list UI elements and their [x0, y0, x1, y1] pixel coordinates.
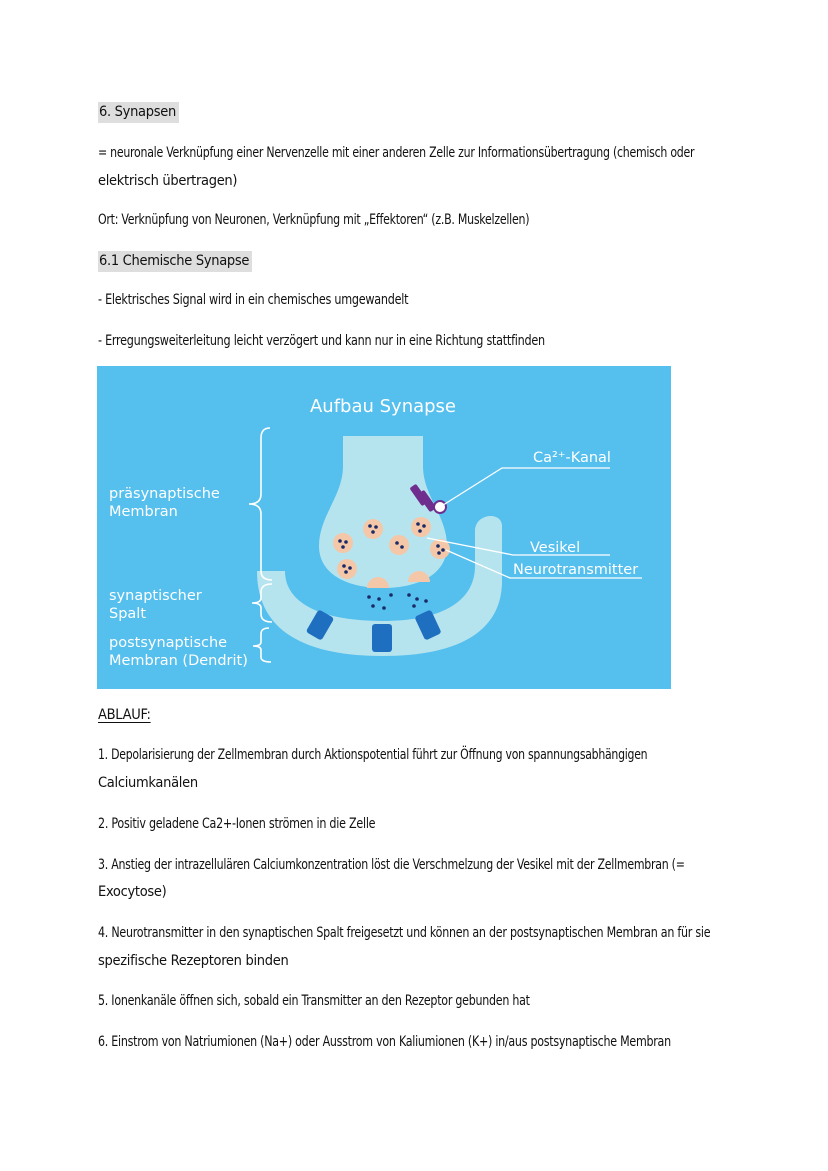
definition-line-1: = neuronale Verknüpfung einer Nervenzelle mit einer anderen Zelle zur Informationsübertragung (chemisch oder	[98, 145, 695, 161]
bullet-item: - Erregungsweiterleitung leicht verzögert und kann nur in eine Richtung stattfinden	[98, 333, 545, 349]
step-2-line-1: 2. Positiv geladene Ca2+-Ionen strömen in die Zelle	[98, 816, 376, 832]
step-6-line-1: 6. Einstrom von Natriumionen (Na+) oder Ausstrom von Kaliumionen (K+) in/aus postsynaptische Membran	[98, 1034, 671, 1050]
label-postsynaptic-2: Membran (Dendrit)	[109, 653, 248, 669]
process-heading	[98, 707, 151, 723]
step-5-line-1: 5. Ionenkanäle öffnen sich, sobald ein Transmitter an den Rezeptor gebunden hat	[98, 993, 530, 1009]
step-4-line-1: 4. Neurotransmitter in den synaptischen Spalt freigesetzt und können an der postsynaptischen Membran an für sie	[98, 925, 711, 941]
label-presynaptic-2: Membran	[109, 504, 178, 520]
label-vesicle: Vesikel	[530, 540, 581, 556]
process-heading-text: ABLAUF:	[98, 707, 151, 723]
subsection-heading	[98, 253, 252, 269]
synapse-diagram	[97, 366, 671, 689]
bullet-item: - Elektrisches Signal wird in ein chemisches umgewandelt	[98, 292, 409, 308]
subsection-heading-text: 6.1 Chemische Synapse	[98, 251, 252, 272]
step-1-line-1: 1. Depolarisierung der Zellmembran durch Aktionspotential führt zur Öffnung von spannungsabhängigen	[98, 747, 648, 763]
step-4-line-2: spezifische Rezeptoren binden	[98, 953, 289, 969]
label-ca-channel: Ca²⁺-Kanal	[533, 450, 611, 466]
step-1-line-2: Calciumkanälen	[98, 775, 198, 791]
section-heading	[98, 104, 179, 120]
location-text: Ort: Verknüpfung von Neuronen, Verknüpfung mit „Effektoren“ (z.B. Muskelzellen)	[98, 212, 530, 228]
synapse-diagram-svg	[97, 366, 671, 689]
section-heading-text: 6. Synapsen	[98, 102, 179, 123]
step-3-line-1: 3. Anstieg der intrazellulären Calciumkonzentration löst die Verschmelzung der Vesikel mit der Zellmembran (=	[98, 857, 685, 873]
diagram-title: Aufbau Synapse	[309, 396, 457, 417]
label-cleft-1: synaptischer	[109, 588, 202, 604]
label-neurotransmitter: Neurotransmitter	[513, 562, 639, 578]
label-postsynaptic-1: postsynaptische	[109, 635, 228, 651]
definition-line-2: elektrisch übertragen)	[98, 173, 238, 189]
label-presynaptic-1: präsynaptische	[109, 486, 220, 502]
step-3-line-2: Exocytose)	[98, 884, 167, 900]
label-cleft-2: Spalt	[109, 606, 147, 622]
